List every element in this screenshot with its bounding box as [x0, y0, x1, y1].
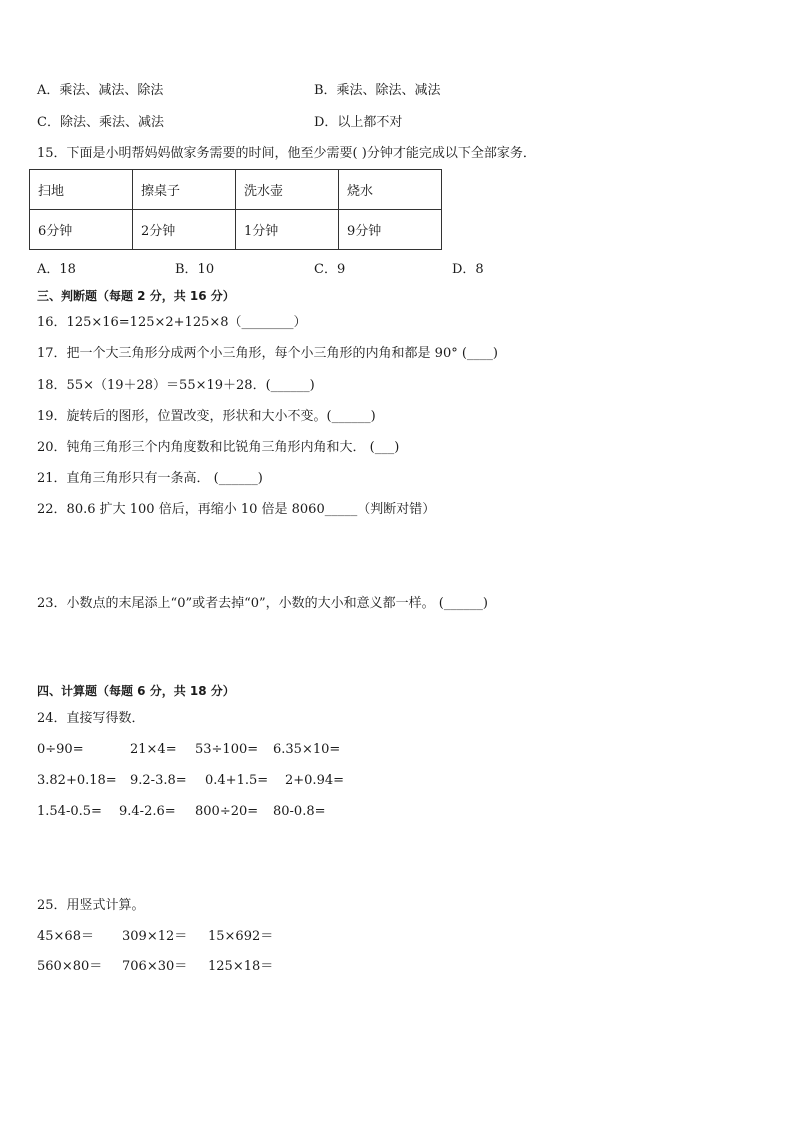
table-header-cell: 扫地: [30, 170, 133, 210]
calc-item: 9.2-3.8=: [130, 773, 187, 788]
calc-item: 560×80＝: [37, 959, 103, 974]
calc-item: 309×12＝: [122, 929, 188, 944]
q15-option-d: D．8: [452, 262, 484, 277]
q15-option-b: B．10: [175, 262, 215, 277]
calc-item: 800÷20=: [195, 804, 259, 819]
question-17: 17．把一个大三角形分成两个小三角形，每个小三角形的内角和都是 90° (____): [37, 346, 498, 361]
chores-table: [29, 169, 442, 250]
calc-item: 0.4+1.5=: [205, 773, 269, 788]
question-16: 16．125×16=125×2+125×8（________）: [37, 315, 307, 330]
calc-item: 125×18＝: [208, 959, 274, 974]
table-header-cell: 洗水壶: [236, 170, 339, 210]
q14-option-d: D．以上都不对: [314, 115, 403, 130]
table-cell: 9分钟: [339, 210, 442, 250]
calc-item: 80-0.8=: [273, 804, 326, 819]
calc-item: 45×68＝: [37, 929, 94, 944]
table-header-cell: 烧水: [339, 170, 442, 210]
q15-stem: 15．下面是小明帮妈妈做家务需要的时间，他至少需要( )分钟才能完成以下全部家务．: [37, 146, 536, 161]
question-23: 23．小数点的末尾添上“0”或者去掉“0”，小数的大小和意义都一样。 (______): [37, 596, 488, 611]
q14-option-b: B．乘法、除法、减法: [314, 83, 441, 98]
table-row: [30, 210, 442, 250]
calc-item: 21×4=: [130, 742, 177, 757]
question-20: 20．钝角三角形三个内角度数和比锐角三角形内角和大． (___): [37, 440, 400, 455]
calc-item: 0÷90=: [37, 742, 84, 757]
q14-option-c: C．除法、乘法、减法: [37, 115, 164, 130]
calc-item: 15×692＝: [208, 929, 274, 944]
table-cell: 6分钟: [30, 210, 133, 250]
calc-item: 53÷100=: [195, 742, 259, 757]
question-22: 22．80.6 扩大 100 倍后，再缩小 10 倍是 8060_____（判断对错）: [37, 502, 436, 517]
section-4-title: 四、计算题（每题 6 分，共 18 分）: [37, 684, 235, 698]
calc-item: 6.35×10=: [273, 742, 341, 757]
calc-item: 1.54-0.5=: [37, 804, 102, 819]
question-21: 21．直角三角形只有一条高． (______): [37, 471, 263, 486]
q14-option-a: A．乘法、减法、除法: [37, 83, 164, 98]
calc-item: 9.4-2.6=: [119, 804, 176, 819]
question-24-stem: 24．直接写得数．: [37, 711, 145, 726]
calc-item: 2+0.94=: [285, 773, 345, 788]
table-cell: 2分钟: [133, 210, 236, 250]
table-header-cell: 擦桌子: [133, 170, 236, 210]
calc-item: 3.82+0.18=: [37, 773, 117, 788]
table-row: [30, 170, 442, 210]
question-18: 18．55×（19＋28）＝55×19＋28．(______): [37, 378, 315, 393]
calc-item: 706×30＝: [122, 959, 188, 974]
q15-option-a: A．18: [37, 262, 76, 277]
question-19: 19．旋转后的图形，位置改变，形状和大小不变。(______): [37, 409, 376, 424]
question-25-stem: 25．用竖式计算。: [37, 898, 145, 913]
q15-option-c: C．9: [314, 262, 346, 277]
table-cell: 1分钟: [236, 210, 339, 250]
section-3-title: 三、判断题（每题 2 分，共 16 分）: [37, 289, 235, 303]
